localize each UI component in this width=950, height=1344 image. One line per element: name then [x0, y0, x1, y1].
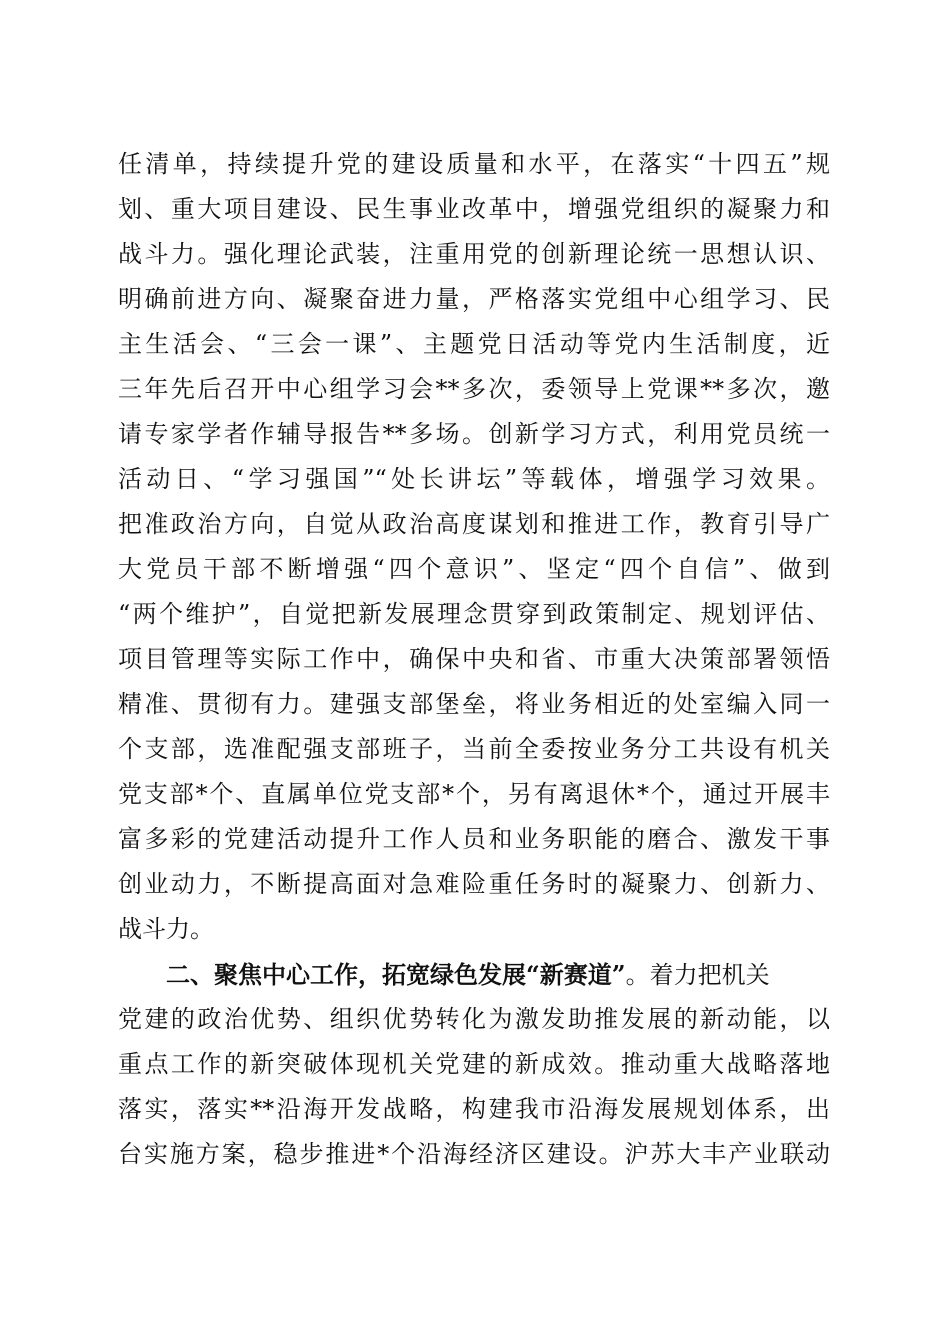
section-heading-continuation: 。着力把机关: [625, 961, 770, 989]
paragraph-line: 项目管理等实际工作中，确保中央和省、市重大决策部署领悟: [118, 645, 830, 673]
document-body: [118, 142, 830, 1177]
section-heading: 二、聚焦中心工作，拓宽绿色发展“新赛道”: [166, 960, 626, 989]
paragraph-line: “两个维护”，自觉把新发展理念贯穿到政策制定、规划评估、: [118, 600, 830, 628]
paragraph-line: 明确前进方向、凝聚奋进力量，严格落实党组中心组学习、民: [118, 285, 830, 313]
paragraph-line: 重点工作的新突破体现机关党建的新成效。推动重大战略落地: [118, 1050, 830, 1078]
paragraph-line: 党建的政治优势、组织优势转化为激发助推发展的新动能，以: [118, 1005, 830, 1033]
paragraph-line: 三年先后召开中心组学习会**多次，委领导上党课**多次，邀: [118, 375, 830, 403]
paragraph-line: 战斗力。强化理论武装，注重用党的创新理论统一思想认识、: [118, 240, 830, 268]
paragraph-line: 划、重大项目建设、民生事业改革中，增强党组织的凝聚力和: [118, 195, 830, 223]
paragraph-line: 富多彩的党建活动提升工作人员和业务职能的磨合、激发干事: [118, 825, 830, 853]
paragraph-line: 个支部，选准配强支部班子，当前全委按业务分工共设有机关: [118, 735, 830, 763]
paragraph-line: 把准政治方向，自觉从政治高度谋划和推进工作，教育引导广: [118, 510, 830, 538]
paragraph-line: 落实，落实**沿海开发战略，构建我市沿海发展规划体系，出: [118, 1095, 830, 1123]
paragraph-line: 请专家学者作辅导报告**多场。创新学习方式，利用党员统一: [118, 420, 830, 448]
section-two-first-line: [118, 952, 830, 997]
paragraph-line: 精准、贯彻有力。建强支部堡垒，将业务相近的处室编入同一: [118, 690, 830, 718]
paragraph-last-line: 战斗力。: [118, 915, 214, 943]
paragraph-line: 主生活会、“三会一课”、主题党日活动等党内生活制度，近: [118, 330, 830, 358]
paragraph-line: 党支部*个、直属单位党支部*个，另有离退休*个，通过开展丰: [118, 780, 830, 808]
paragraph-line: 创业动力，不断提高面对急难险重任务时的凝聚力、创新力、: [118, 870, 830, 898]
paragraph-line: 活动日、“学习强国”“处长讲坛”等载体，增强学习效果。: [118, 465, 830, 493]
paragraph-line: 大党员干部不断增强“四个意识”、坚定“四个自信”、做到: [118, 555, 830, 583]
paragraph-line: 任清单，持续提升党的建设质量和水平，在落实“十四五”规: [118, 150, 830, 178]
paragraph-line: 台实施方案，稳步推进*个沿海经济区建设。沪苏大丰产业联动: [118, 1140, 830, 1168]
